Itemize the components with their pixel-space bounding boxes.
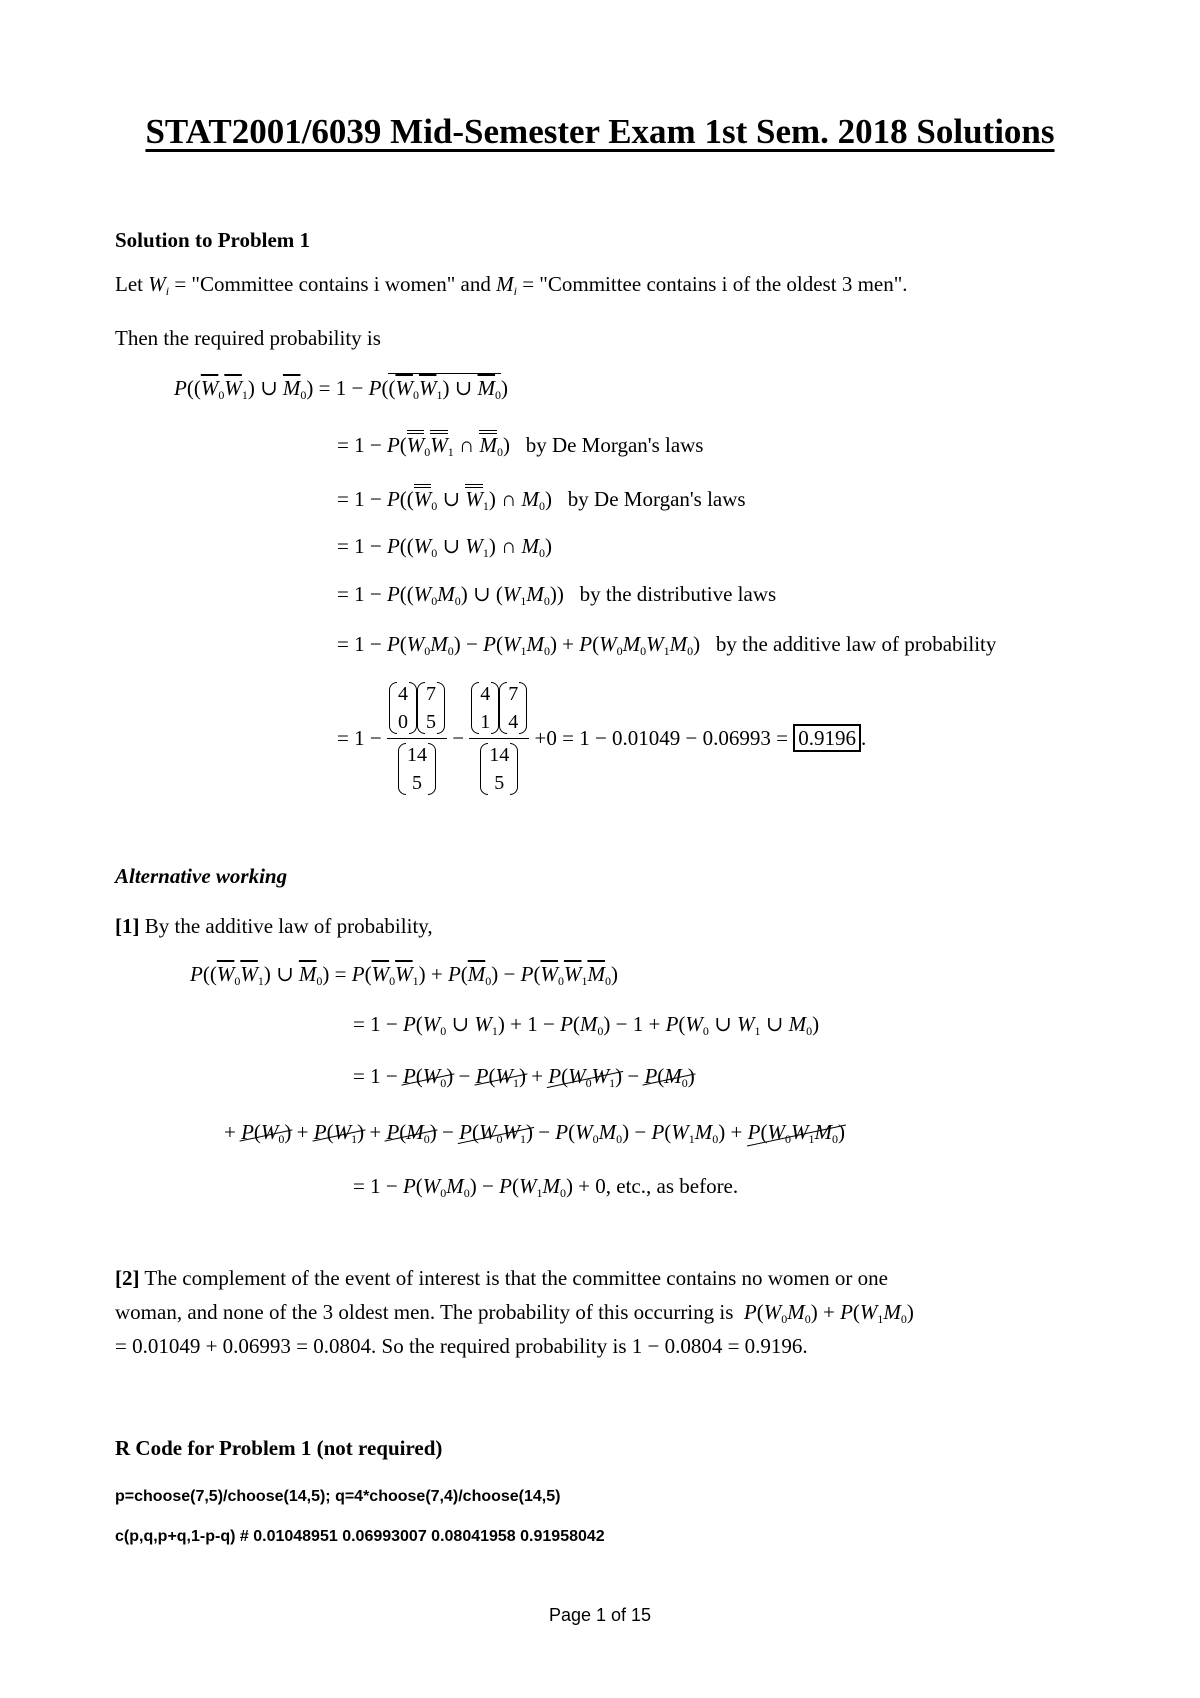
- alt-equation-5: = $1 - P(W_0M_0) - P(W_1M_0) + 0$, etc., as before.: [353, 1174, 739, 1200]
- fraction-1: 4 07 5 14 5: [387, 680, 447, 797]
- equation-line-3: = $1 - P((W_0$ ∪ $W_1$) ∩ $M_0$) by De Morgan's laws: [337, 484, 746, 514]
- equation-line-5: = $1 - P((W_0M_0)$ ∪ $(W_1M_0)$) by the distributive laws: [337, 582, 777, 608]
- answer-box: 0.9196: [793, 724, 861, 752]
- page-footer: Page 1 of 15: [548, 1605, 652, 1625]
- fraction-2: 4 17 4 14 5: [469, 680, 529, 797]
- rcode-line-2: c(p,q,p+q,1-p-q) # 0.01048951 0.06993007 0.08041958 0.91958042: [115, 1528, 605, 1545]
- then-line: Then the required probability is: [115, 326, 381, 350]
- page-title: STAT2001/6039 Mid-Semester Exam 1st Sem. 2018 Solutions: [145, 112, 1055, 151]
- problem1-heading: Solution to Problem 1: [115, 228, 311, 252]
- alt-equation-3: = $1 - P(W_0) - P(W_1) + P(W_0W_1) - P(M_0)$: [353, 1064, 695, 1090]
- equation-line-4: = $1 - P((W_0$ ∪ $W_1$) ∩ $M_0$): [337, 534, 553, 560]
- alt-item-2-line-2: woman, and none of the 3 oldest men. The probability of this occurring is $P(W_0M_0) + P(W_1M_0)$: [115, 1300, 914, 1326]
- alt-equation-2: = $1 - P(W_0$ ∪ $W_1) + 1 - P(M_0) - 1 + P(W_0$ ∪ $W_1$ ∪ $M_0$): [353, 1012, 820, 1038]
- alt-equation-4: + $P(W_0) + P(W_1) + P(M_0) - P(W_0W_1) - P(W_0M_0) - P(W_1M_0) + P(W_0W_1M_0)$: [224, 1120, 845, 1146]
- let-definition-line: Let $W_i$ = "Committee contains i women" and $M_i$ = "Committee contains i of the oldest 3 men".: [115, 272, 908, 298]
- equation-line-2: = $1 - P(W_0W_1$ ∩ $M_0$) by De Morgan's laws: [337, 430, 703, 460]
- alt-item-2-line-1: [2] The complement of the event of interest is that the committee contains no women or one: [115, 1266, 888, 1290]
- alt-item-2-line-3: = 0.01049 + 0.06993 = 0.0804. So the required probability is 1 − 0.0804 = 0.9196.: [115, 1334, 808, 1358]
- alternative-heading: Alternative working: [115, 864, 288, 888]
- equation-line-1: $P((\overline{W}_0\overline{W}_1)$ ∪ $\overline{M}_0) = 1 - P((\overline{W}_0\overline{W}_1)$ ∪ $\overline{M}_0$): [174, 376, 508, 403]
- rcode-heading: R Code for Problem 1 (not required): [115, 1436, 443, 1460]
- alt-equation-1: $P((\overline{W}_0\overline{W}_1)$ ∪ $\overline{M}_0) = P(\overline{W}_0\overline{W}_1) + P(\overline{M}_0) - P(\overline{W}_0\overline{W}_1\overline{M}_0)$: [190, 962, 618, 988]
- alt-item-1: [1] By the additive law of probability,: [115, 914, 433, 938]
- equation-line-7: = 1 − 4 07 5 14 5 − 4 17 4 14 5 +0 = 1 − 0.01049 − 0.06993 = 0.9196 .: [337, 680, 866, 797]
- equation-line-6: = $1 - P(W_0M_0) - P(W_1M_0) + P(W_0M_0W_1M_0)$ by the additive law of probability: [337, 632, 997, 658]
- rcode-line-1: p=choose(7,5)/choose(14,5); q=4*choose(7,4)/choose(14,5): [115, 1488, 561, 1505]
